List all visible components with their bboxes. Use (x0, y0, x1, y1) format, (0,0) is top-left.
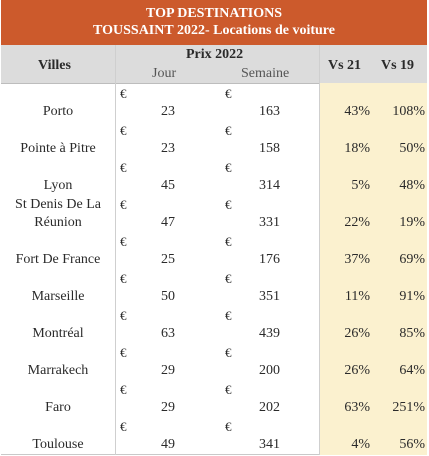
euro-sign: € (225, 382, 232, 397)
vs19-value: 50% (399, 141, 425, 156)
header-prix: Prix 2022 (186, 47, 244, 62)
city-name: Pointe à Pitre (20, 141, 96, 156)
vs19-value: 91% (399, 289, 425, 304)
euro-sign: € (120, 382, 127, 397)
header-vs19: Vs 19 (381, 58, 415, 73)
city-name: Faro (45, 400, 71, 415)
header-semaine: Semaine (241, 66, 290, 81)
price-jour: 63 (161, 326, 175, 341)
city-name: Marseille (31, 289, 85, 304)
table-title (1, 0, 427, 45)
price-semaine: 341 (259, 437, 280, 452)
vs21-value: 5% (351, 178, 370, 193)
header-villes: Villes (38, 58, 71, 73)
euro-sign: € (120, 308, 127, 323)
price-semaine: 158 (259, 141, 280, 156)
euro-sign: € (120, 86, 127, 101)
euro-sign: € (225, 345, 232, 360)
euro-sign: € (225, 419, 232, 434)
city-name: Fort De France (15, 252, 101, 267)
vs21-value: 26% (344, 326, 370, 341)
vs19-value: 69% (399, 252, 425, 267)
vs19-value: 251% (392, 400, 425, 415)
vs19-value: 64% (399, 363, 425, 378)
vs21-value: 63% (344, 400, 370, 415)
euro-sign: € (120, 234, 127, 249)
euro-sign: € (120, 345, 127, 360)
vs19-value: 48% (399, 178, 425, 193)
euro-sign: € (225, 308, 232, 323)
vs21-value: 37% (344, 252, 370, 267)
euro-sign: € (225, 234, 232, 249)
city-name: Toulouse (32, 437, 84, 452)
city-name: St Denis De La (15, 197, 101, 212)
price-jour: 23 (161, 104, 175, 119)
header-vs21: Vs 21 (328, 58, 362, 73)
vs21-value: 26% (344, 363, 370, 378)
euro-sign: € (120, 419, 127, 434)
city-name: Lyon (43, 178, 73, 193)
vs19-value: 19% (399, 215, 425, 230)
vs21-value: 22% (344, 215, 370, 230)
column-divider (115, 45, 116, 455)
vs21-value: 11% (344, 289, 370, 304)
vs19-value: 85% (399, 326, 425, 341)
title-line-1: TOP DESTINATIONS (145, 6, 283, 21)
euro-sign: € (225, 197, 232, 212)
price-semaine: 202 (259, 400, 280, 415)
header-jour: Jour (152, 66, 177, 81)
price-semaine: 163 (259, 104, 280, 119)
price-semaine: 331 (259, 215, 280, 230)
price-jour: 50 (161, 289, 175, 304)
euro-sign: € (120, 197, 127, 212)
price-semaine: 351 (259, 289, 280, 304)
price-semaine: 439 (259, 326, 280, 341)
price-jour: 49 (161, 437, 175, 452)
euro-sign: € (120, 271, 127, 286)
vs21-value: 18% (344, 141, 370, 156)
column-divider (319, 45, 320, 455)
table-header (1, 45, 427, 84)
vs21-value: 4% (351, 437, 370, 452)
euro-sign: € (225, 160, 232, 175)
title-line-2: TOUSSAINT 2022- Locations de voiture (93, 23, 335, 38)
vs19-value: 56% (399, 437, 425, 452)
price-jour: 23 (161, 141, 175, 156)
price-jour: 29 (161, 400, 175, 415)
euro-sign: € (225, 123, 232, 138)
vs21-value: 43% (344, 104, 370, 119)
price-semaine: 314 (259, 178, 280, 193)
price-jour: 45 (161, 178, 175, 193)
euro-sign: € (120, 123, 127, 138)
euro-sign: € (225, 86, 232, 101)
city-name: Montréal (32, 326, 84, 341)
price-jour: 47 (161, 215, 175, 230)
city-name-line-2: Réunion (34, 215, 82, 230)
euro-sign: € (225, 271, 232, 286)
price-semaine: 176 (259, 252, 280, 267)
vs19-value: 108% (392, 104, 425, 119)
price-jour: 25 (161, 252, 175, 267)
price-semaine: 200 (259, 363, 280, 378)
destinations-table (1, 0, 427, 455)
city-name: Marrakech (27, 363, 89, 378)
euro-sign: € (120, 160, 127, 175)
city-name: Porto (42, 104, 74, 119)
price-jour: 29 (161, 363, 175, 378)
